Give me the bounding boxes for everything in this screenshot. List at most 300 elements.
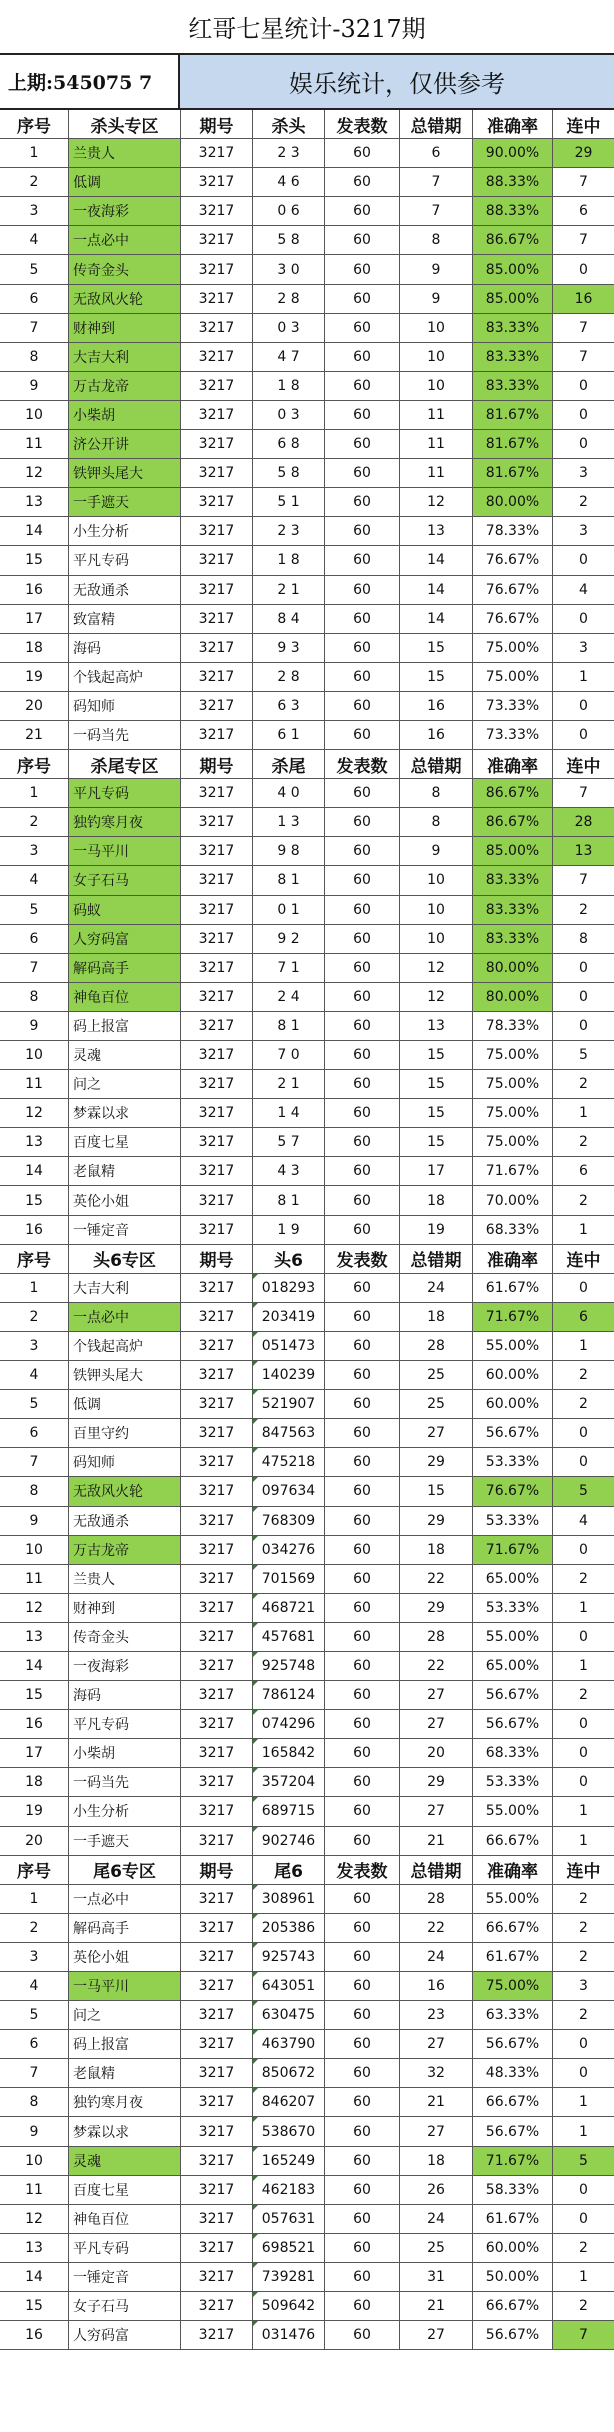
predictor-name: 万古龙帝	[69, 372, 181, 401]
period-number: 3217	[181, 1768, 253, 1797]
predictor-name: 老鼠精	[69, 2059, 181, 2088]
accuracy: 73.33%	[473, 721, 553, 750]
streak: 2	[553, 1681, 614, 1710]
predictor-name: 人穷码富	[69, 2321, 181, 2350]
posts-count: 60	[325, 663, 400, 692]
streak: 7	[553, 314, 614, 343]
predictor-name: 梦霖以求	[69, 1099, 181, 1128]
predictor-name: 灵魂	[69, 1041, 181, 1070]
period-number: 3217	[181, 1681, 253, 1710]
error-count: 14	[400, 546, 473, 575]
streak: 1	[553, 2263, 614, 2292]
predictor-name: 小柴胡	[69, 401, 181, 430]
period-number: 3217	[181, 983, 253, 1012]
prediction-value: 701569	[253, 1565, 325, 1594]
row-number: 15	[0, 1186, 69, 1215]
row-number: 6	[0, 2030, 69, 2059]
column-header-row-number: 序号	[0, 110, 69, 139]
posts-count: 60	[325, 779, 400, 808]
error-count: 25	[400, 1361, 473, 1390]
error-count: 14	[400, 605, 473, 634]
posts-count: 60	[325, 517, 400, 546]
posts-count: 60	[325, 954, 400, 983]
error-count: 21	[400, 2088, 473, 2117]
prediction-value: 643051	[253, 1972, 325, 2001]
period-number: 3217	[181, 1507, 253, 1536]
posts-count: 60	[325, 808, 400, 837]
error-count: 10	[400, 866, 473, 895]
period-number: 3217	[181, 430, 253, 459]
predictor-name: 小生分析	[69, 517, 181, 546]
streak: 1	[553, 1827, 614, 1856]
accuracy: 83.33%	[473, 866, 553, 895]
period-number: 3217	[181, 1419, 253, 1448]
predictor-name: 码知师	[69, 692, 181, 721]
column-header-error-count: 总错期	[400, 110, 473, 139]
period-number: 3217	[181, 1216, 253, 1245]
error-count: 27	[400, 1681, 473, 1710]
column-header-prediction-value: 尾6	[253, 1856, 325, 1885]
streak: 28	[553, 808, 614, 837]
error-count: 26	[400, 2176, 473, 2205]
predictor-name: 一点必中	[69, 1885, 181, 1914]
accuracy: 66.67%	[473, 2088, 553, 2117]
row-number: 19	[0, 1797, 69, 1826]
prediction-value: 4 3	[253, 1157, 325, 1186]
streak: 0	[553, 372, 614, 401]
error-count: 28	[400, 1885, 473, 1914]
prediction-value: 308961	[253, 1885, 325, 1914]
predictor-name: 小柴胡	[69, 1739, 181, 1768]
posts-count: 60	[325, 1914, 400, 1943]
streak: 0	[553, 1536, 614, 1565]
error-count: 25	[400, 2234, 473, 2263]
column-header-predictor-name: 尾6专区	[69, 1856, 181, 1885]
row-number: 10	[0, 2147, 69, 2176]
accuracy: 56.67%	[473, 2117, 553, 2146]
period-number: 3217	[181, 1477, 253, 1506]
column-header-streak: 连中	[553, 750, 614, 779]
streak: 0	[553, 255, 614, 284]
prediction-value: 6 3	[253, 692, 325, 721]
predictor-name: 一手遮天	[69, 1827, 181, 1856]
streak: 1	[553, 2088, 614, 2117]
posts-count: 60	[325, 721, 400, 750]
disclaimer-banner: 娱乐统计，仅供参考	[180, 55, 614, 108]
posts-count: 60	[325, 1390, 400, 1419]
accuracy: 76.67%	[473, 1477, 553, 1506]
stats-table	[0, 110, 614, 2350]
accuracy: 68.33%	[473, 1216, 553, 1245]
row-number: 4	[0, 866, 69, 895]
error-count: 9	[400, 285, 473, 314]
row-number: 12	[0, 2205, 69, 2234]
period-number: 3217	[181, 2088, 253, 2117]
prediction-value: 2 1	[253, 576, 325, 605]
predictor-name: 英伦小姐	[69, 1943, 181, 1972]
predictor-name: 一码当先	[69, 1768, 181, 1797]
accuracy: 81.67%	[473, 430, 553, 459]
error-count: 21	[400, 2292, 473, 2321]
posts-count: 60	[325, 546, 400, 575]
subtitle-row	[0, 55, 614, 110]
accuracy: 60.00%	[473, 2234, 553, 2263]
predictor-name: 传奇金头	[69, 255, 181, 284]
row-number: 2	[0, 808, 69, 837]
accuracy: 53.33%	[473, 1768, 553, 1797]
error-count: 29	[400, 1594, 473, 1623]
row-number: 2	[0, 168, 69, 197]
period-number: 3217	[181, 576, 253, 605]
prediction-value: 902746	[253, 1827, 325, 1856]
period-number: 3217	[181, 1652, 253, 1681]
posts-count: 60	[325, 692, 400, 721]
row-number: 15	[0, 2292, 69, 2321]
prediction-value: 1 4	[253, 1099, 325, 1128]
row-number: 6	[0, 285, 69, 314]
accuracy: 76.67%	[473, 546, 553, 575]
posts-count: 60	[325, 1943, 400, 1972]
accuracy: 83.33%	[473, 925, 553, 954]
period-number: 3217	[181, 837, 253, 866]
period-number: 3217	[181, 517, 253, 546]
predictor-name: 一夜海彩	[69, 197, 181, 226]
posts-count: 60	[325, 2059, 400, 2088]
accuracy: 86.67%	[473, 808, 553, 837]
prediction-value: 6 8	[253, 430, 325, 459]
period-number: 3217	[181, 1186, 253, 1215]
error-count: 15	[400, 634, 473, 663]
row-number: 14	[0, 1157, 69, 1186]
streak: 6	[553, 1157, 614, 1186]
posts-count: 60	[325, 314, 400, 343]
streak: 0	[553, 2176, 614, 2205]
prediction-value: 9 8	[253, 837, 325, 866]
row-number: 11	[0, 430, 69, 459]
row-number: 10	[0, 401, 69, 430]
streak: 0	[553, 2030, 614, 2059]
row-number: 16	[0, 1710, 69, 1739]
predictor-name: 大吉大利	[69, 1274, 181, 1303]
row-number: 2	[0, 1914, 69, 1943]
accuracy: 60.00%	[473, 1390, 553, 1419]
row-number: 7	[0, 954, 69, 983]
predictor-name: 致富精	[69, 605, 181, 634]
column-header-posts-count: 发表数	[325, 1245, 400, 1274]
predictor-name: 老鼠精	[69, 1157, 181, 1186]
accuracy: 78.33%	[473, 1012, 553, 1041]
streak: 8	[553, 925, 614, 954]
prediction-value: 4 0	[253, 779, 325, 808]
error-count: 15	[400, 1041, 473, 1070]
accuracy: 48.33%	[473, 2059, 553, 2088]
accuracy: 75.00%	[473, 1128, 553, 1157]
posts-count: 60	[325, 896, 400, 925]
prediction-value: 8 1	[253, 1186, 325, 1215]
period-number: 3217	[181, 634, 253, 663]
accuracy: 90.00%	[473, 139, 553, 168]
accuracy: 68.33%	[473, 1739, 553, 1768]
period-number: 3217	[181, 2205, 253, 2234]
error-count: 27	[400, 1797, 473, 1826]
row-number: 8	[0, 2088, 69, 2117]
accuracy: 80.00%	[473, 488, 553, 517]
posts-count: 60	[325, 285, 400, 314]
accuracy: 61.67%	[473, 2205, 553, 2234]
period-number: 3217	[181, 2059, 253, 2088]
posts-count: 60	[325, 2088, 400, 2117]
period-number: 3217	[181, 1448, 253, 1477]
prediction-value: 057631	[253, 2205, 325, 2234]
predictor-name: 铁钾头尾大	[69, 459, 181, 488]
posts-count: 60	[325, 1448, 400, 1477]
prediction-value: 2 8	[253, 663, 325, 692]
accuracy: 83.33%	[473, 896, 553, 925]
error-count: 11	[400, 430, 473, 459]
streak: 7	[553, 779, 614, 808]
error-count: 15	[400, 1070, 473, 1099]
period-number: 3217	[181, 1361, 253, 1390]
prediction-value: 205386	[253, 1914, 325, 1943]
posts-count: 60	[325, 1507, 400, 1536]
row-number: 2	[0, 1303, 69, 1332]
accuracy: 86.67%	[473, 226, 553, 255]
period-number: 3217	[181, 1972, 253, 2001]
error-count: 9	[400, 837, 473, 866]
row-number: 7	[0, 2059, 69, 2088]
streak: 1	[553, 1594, 614, 1623]
error-count: 6	[400, 139, 473, 168]
predictor-name: 神龟百位	[69, 983, 181, 1012]
period-number: 3217	[181, 779, 253, 808]
error-count: 15	[400, 1099, 473, 1128]
error-count: 18	[400, 1536, 473, 1565]
predictor-name: 解码高手	[69, 1914, 181, 1943]
posts-count: 60	[325, 1710, 400, 1739]
period-number: 3217	[181, 1012, 253, 1041]
posts-count: 60	[325, 1536, 400, 1565]
prediction-value: 768309	[253, 1507, 325, 1536]
row-number: 11	[0, 2176, 69, 2205]
row-number: 13	[0, 1623, 69, 1652]
posts-count: 60	[325, 1332, 400, 1361]
streak: 0	[553, 605, 614, 634]
period-number: 3217	[181, 1070, 253, 1099]
accuracy: 66.67%	[473, 1914, 553, 1943]
prediction-value: 538670	[253, 2117, 325, 2146]
row-number: 11	[0, 1565, 69, 1594]
predictor-name: 财神到	[69, 1594, 181, 1623]
posts-count: 60	[325, 1797, 400, 1826]
posts-count: 60	[325, 401, 400, 430]
row-number: 15	[0, 546, 69, 575]
period-number: 3217	[181, 1943, 253, 1972]
row-number: 7	[0, 314, 69, 343]
streak: 7	[553, 343, 614, 372]
posts-count: 60	[325, 576, 400, 605]
streak: 3	[553, 1972, 614, 2001]
posts-count: 60	[325, 1012, 400, 1041]
streak: 5	[553, 1477, 614, 1506]
column-header-posts-count: 发表数	[325, 110, 400, 139]
page-title: 红哥七星统计-3217期	[0, 0, 614, 55]
prediction-value: 521907	[253, 1390, 325, 1419]
streak: 2	[553, 488, 614, 517]
column-header-predictor-name: 杀尾专区	[69, 750, 181, 779]
streak: 16	[553, 285, 614, 314]
accuracy: 55.00%	[473, 1623, 553, 1652]
period-number: 3217	[181, 721, 253, 750]
period-number: 3217	[181, 1332, 253, 1361]
prediction-value: 2 8	[253, 285, 325, 314]
row-number: 6	[0, 925, 69, 954]
period-number: 3217	[181, 2234, 253, 2263]
predictor-name: 万古龙帝	[69, 1536, 181, 1565]
accuracy: 60.00%	[473, 1361, 553, 1390]
streak: 2	[553, 1186, 614, 1215]
row-number: 9	[0, 2117, 69, 2146]
column-header-prediction-value: 杀头	[253, 110, 325, 139]
posts-count: 60	[325, 1274, 400, 1303]
row-number: 17	[0, 605, 69, 634]
period-number: 3217	[181, 1274, 253, 1303]
error-count: 18	[400, 1303, 473, 1332]
accuracy: 85.00%	[473, 285, 553, 314]
column-header-streak: 连中	[553, 1856, 614, 1885]
error-count: 28	[400, 1332, 473, 1361]
accuracy: 78.33%	[473, 517, 553, 546]
accuracy: 81.67%	[473, 401, 553, 430]
period-number: 3217	[181, 1885, 253, 1914]
period-number: 3217	[181, 343, 253, 372]
row-number: 10	[0, 1041, 69, 1070]
prediction-value: 462183	[253, 2176, 325, 2205]
accuracy: 76.67%	[473, 576, 553, 605]
row-number: 4	[0, 1361, 69, 1390]
predictor-name: 低调	[69, 168, 181, 197]
prediction-value: 165249	[253, 2147, 325, 2176]
period-number: 3217	[181, 226, 253, 255]
streak: 3	[553, 517, 614, 546]
posts-count: 60	[325, 2001, 400, 2030]
accuracy: 61.67%	[473, 1274, 553, 1303]
accuracy: 86.67%	[473, 779, 553, 808]
period-number: 3217	[181, 488, 253, 517]
period-number: 3217	[181, 692, 253, 721]
streak: 6	[553, 197, 614, 226]
predictor-name: 百度七星	[69, 2176, 181, 2205]
error-count: 8	[400, 779, 473, 808]
posts-count: 60	[325, 2234, 400, 2263]
prediction-value: 034276	[253, 1536, 325, 1565]
streak: 2	[553, 1914, 614, 1943]
error-count: 24	[400, 1274, 473, 1303]
period-number: 3217	[181, 2321, 253, 2350]
accuracy: 73.33%	[473, 692, 553, 721]
prediction-value: 457681	[253, 1623, 325, 1652]
error-count: 16	[400, 692, 473, 721]
streak: 2	[553, 2234, 614, 2263]
column-header-accuracy: 准确率	[473, 1245, 553, 1274]
error-count: 12	[400, 954, 473, 983]
error-count: 13	[400, 517, 473, 546]
streak: 0	[553, 2205, 614, 2234]
column-header-error-count: 总错期	[400, 1245, 473, 1274]
period-number: 3217	[181, 1594, 253, 1623]
row-number: 18	[0, 634, 69, 663]
row-number: 16	[0, 1216, 69, 1245]
row-number: 8	[0, 1477, 69, 1506]
accuracy: 71.67%	[473, 1303, 553, 1332]
accuracy: 85.00%	[473, 255, 553, 284]
row-number: 3	[0, 197, 69, 226]
predictor-name: 梦霖以求	[69, 2117, 181, 2146]
prediction-value: 5 8	[253, 459, 325, 488]
predictor-name: 解码高手	[69, 954, 181, 983]
prediction-value: 6 1	[253, 721, 325, 750]
error-count: 21	[400, 1827, 473, 1856]
error-count: 10	[400, 343, 473, 372]
posts-count: 60	[325, 1361, 400, 1390]
row-number: 19	[0, 663, 69, 692]
posts-count: 60	[325, 1768, 400, 1797]
error-count: 10	[400, 925, 473, 954]
posts-count: 60	[325, 1070, 400, 1099]
streak: 0	[553, 1012, 614, 1041]
streak: 1	[553, 1216, 614, 1245]
predictor-name: 兰贵人	[69, 1565, 181, 1594]
prediction-value: 3 0	[253, 255, 325, 284]
error-count: 27	[400, 1710, 473, 1739]
streak: 0	[553, 692, 614, 721]
predictor-name: 一锤定音	[69, 2263, 181, 2292]
predictor-name: 一马平川	[69, 1972, 181, 2001]
error-count: 16	[400, 1972, 473, 2001]
period-number: 3217	[181, 197, 253, 226]
period-number: 3217	[181, 1914, 253, 1943]
period-number: 3217	[181, 2292, 253, 2321]
streak: 7	[553, 168, 614, 197]
predictor-name: 女子石马	[69, 2292, 181, 2321]
predictor-name: 海码	[69, 634, 181, 663]
prediction-value: 739281	[253, 2263, 325, 2292]
predictor-name: 无敌通杀	[69, 1507, 181, 1536]
predictor-name: 女子石马	[69, 866, 181, 895]
predictor-name: 兰贵人	[69, 139, 181, 168]
prediction-value: 463790	[253, 2030, 325, 2059]
streak: 0	[553, 721, 614, 750]
prediction-value: 1 3	[253, 808, 325, 837]
prediction-value: 5 1	[253, 488, 325, 517]
period-number: 3217	[181, 1710, 253, 1739]
streak: 13	[553, 837, 614, 866]
row-number: 14	[0, 1652, 69, 1681]
period-number: 3217	[181, 1041, 253, 1070]
error-count: 25	[400, 1390, 473, 1419]
prediction-value: 0 3	[253, 401, 325, 430]
predictor-name: 济公开讲	[69, 430, 181, 459]
column-header-row-number: 序号	[0, 1245, 69, 1274]
error-count: 9	[400, 255, 473, 284]
streak: 2	[553, 1070, 614, 1099]
posts-count: 60	[325, 1739, 400, 1768]
prediction-value: 074296	[253, 1710, 325, 1739]
predictor-name: 无敌风火轮	[69, 1477, 181, 1506]
error-count: 28	[400, 1623, 473, 1652]
prediction-value: 8 1	[253, 866, 325, 895]
predictor-name: 个钱起高炉	[69, 1332, 181, 1361]
error-count: 16	[400, 721, 473, 750]
